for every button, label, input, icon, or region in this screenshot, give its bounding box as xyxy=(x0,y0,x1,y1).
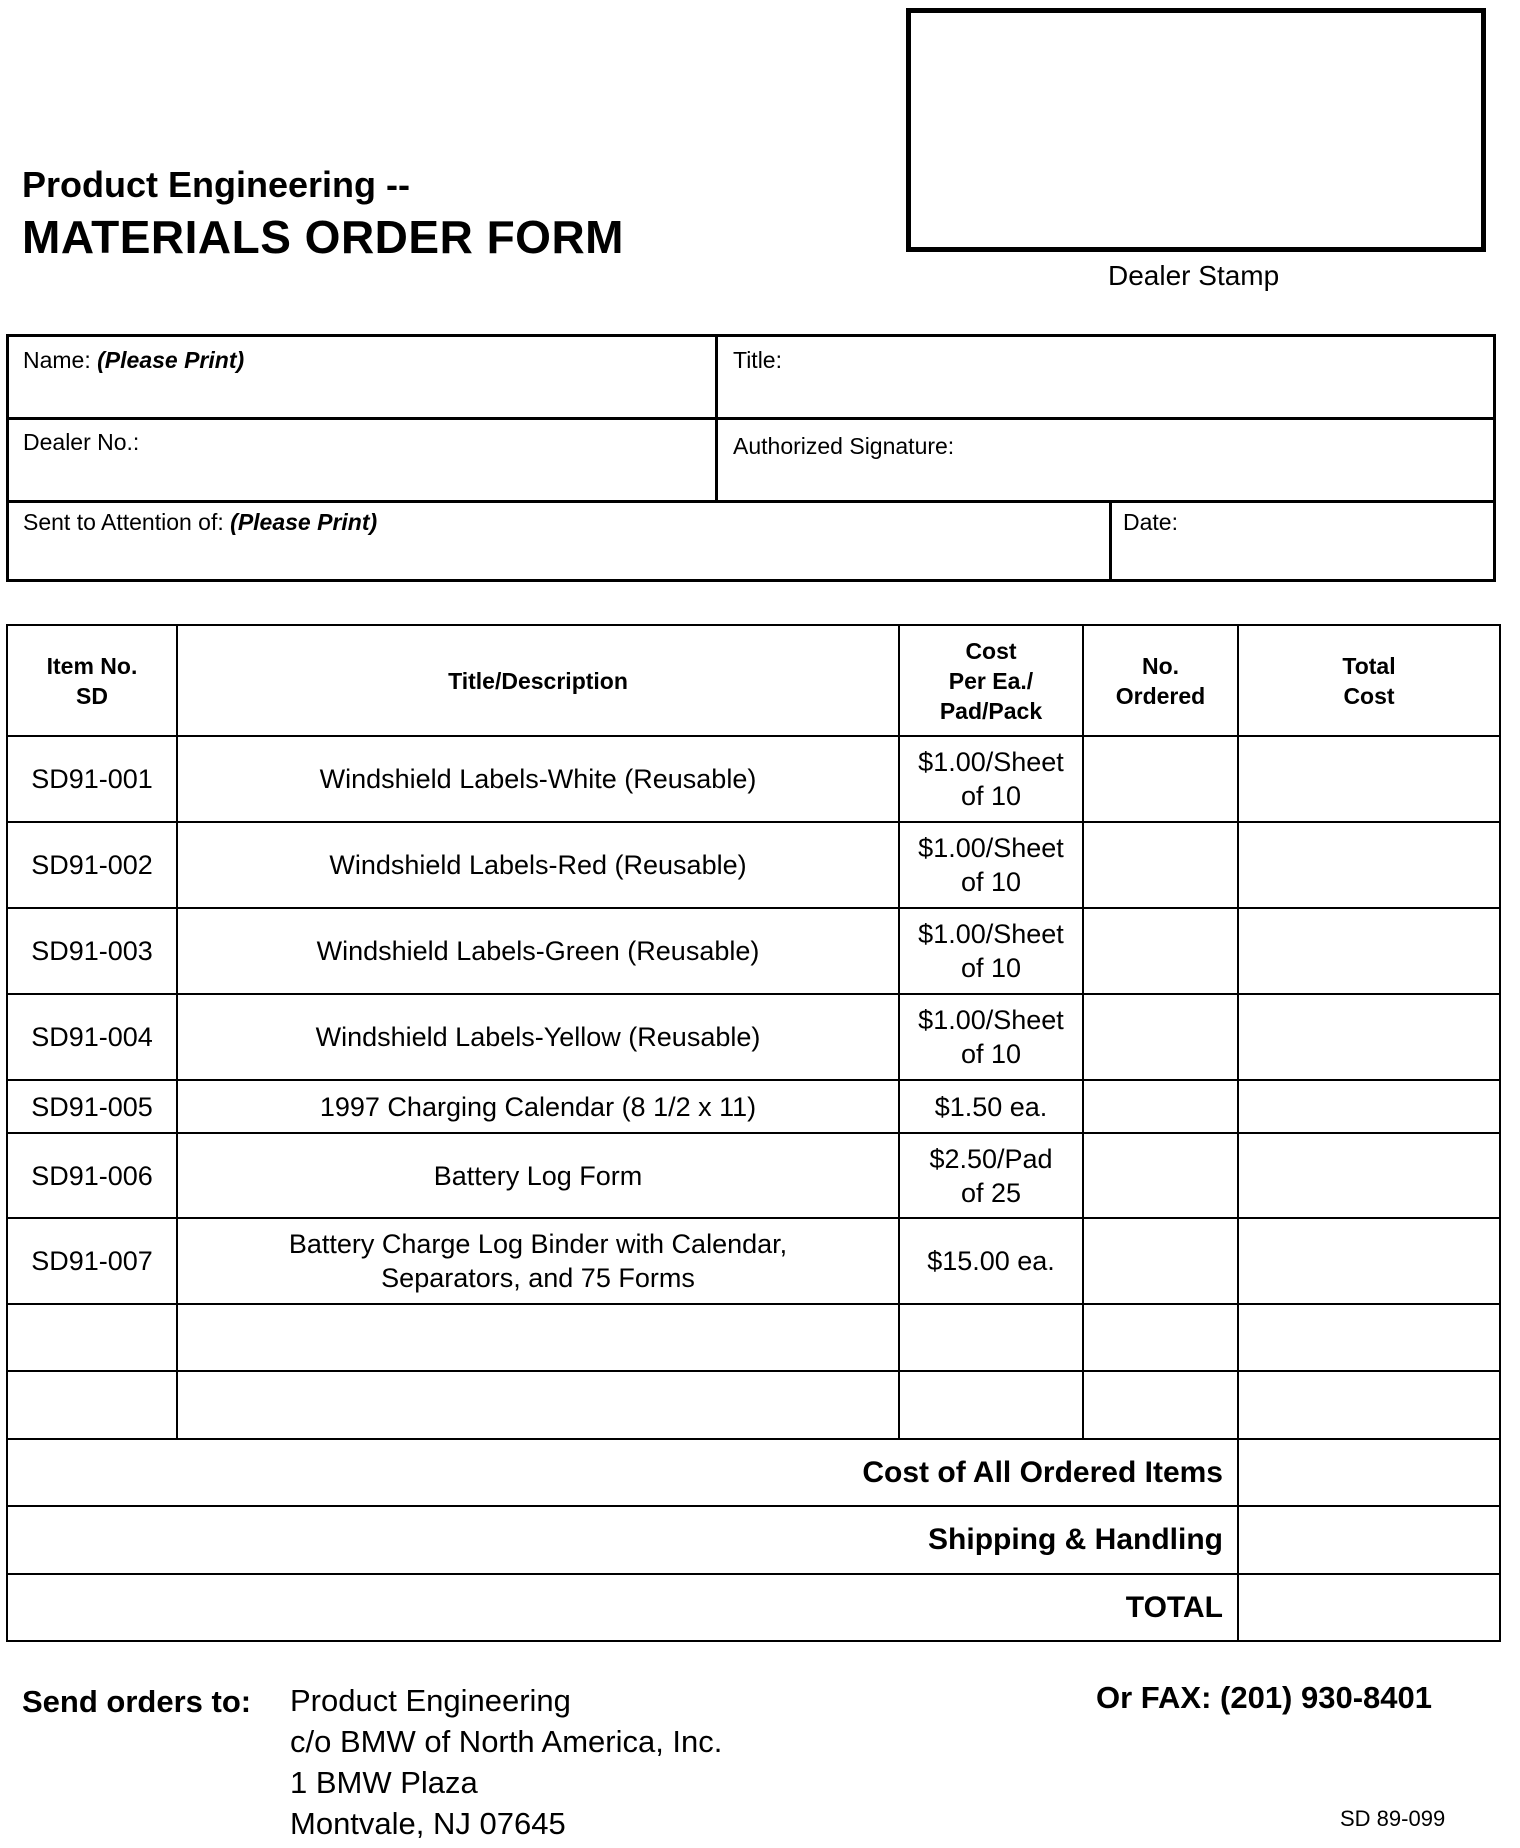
column-divider xyxy=(715,337,718,500)
header-item-no: Item No. SD xyxy=(7,625,177,736)
name-hint: (Please Print) xyxy=(97,347,245,373)
item-description: Windshield Labels-Red (Reusable) xyxy=(177,822,899,908)
total-cost-cell[interactable] xyxy=(1238,1371,1500,1439)
dealer-stamp-box xyxy=(906,8,1486,252)
cost-all-value-cell[interactable] xyxy=(1238,1439,1500,1506)
header-total-cost: Total Cost xyxy=(1238,625,1500,736)
blank-row xyxy=(7,1371,1500,1439)
column-divider xyxy=(1109,500,1112,582)
form-title: MATERIALS ORDER FORM xyxy=(22,211,625,263)
table-row xyxy=(7,1218,1500,1304)
shipping-label: Shipping & Handling xyxy=(7,1506,1238,1574)
item-no: SD91-002 xyxy=(7,822,177,908)
name-field[interactable] xyxy=(23,347,244,374)
header-title: Title/Description xyxy=(177,625,899,736)
table-row xyxy=(7,1080,1500,1133)
no-ordered-cell[interactable] xyxy=(1083,736,1238,822)
attention-field[interactable] xyxy=(23,509,377,536)
header-no-ordered: No. Ordered xyxy=(1083,625,1238,736)
item-cost: $15.00 ea. xyxy=(899,1218,1083,1304)
dealer-info-section xyxy=(6,334,1496,582)
total-cost-cell[interactable] xyxy=(1238,1133,1500,1218)
row-divider xyxy=(9,500,1493,503)
table-row xyxy=(7,994,1500,1080)
dealer-no-label: Dealer No.: xyxy=(23,429,140,455)
summary-row-total xyxy=(7,1574,1500,1641)
total-cost-cell[interactable] xyxy=(1238,994,1500,1080)
blank-cost-cell[interactable] xyxy=(899,1304,1083,1371)
blank-item-cell[interactable] xyxy=(7,1371,177,1439)
item-description: Windshield Labels-White (Reusable) xyxy=(177,736,899,822)
shipping-value-cell[interactable] xyxy=(1238,1506,1500,1574)
dealer-stamp-label: Dealer Stamp xyxy=(1108,260,1280,291)
total-cost-cell[interactable] xyxy=(1238,822,1500,908)
no-ordered-cell[interactable] xyxy=(1083,994,1238,1080)
order-table xyxy=(6,624,1501,1642)
mailing-address xyxy=(290,1680,722,1844)
total-value-cell[interactable] xyxy=(1238,1574,1500,1641)
blank-item-cell[interactable] xyxy=(7,1304,177,1371)
no-ordered-cell[interactable] xyxy=(1083,1304,1238,1371)
blank-cost-cell[interactable] xyxy=(899,1371,1083,1439)
signature-field[interactable] xyxy=(733,433,954,460)
item-cost: $1.00/Sheet of 10 xyxy=(899,736,1083,822)
item-no: SD91-003 xyxy=(7,908,177,994)
title-label: Title: xyxy=(733,347,782,373)
table-row xyxy=(7,1133,1500,1218)
item-description: Battery Charge Log Binder with Calendar, Separators, and 75 Forms xyxy=(177,1218,899,1304)
address-line: c/o BMW of North America, Inc. xyxy=(290,1724,723,1759)
total-cost-cell[interactable] xyxy=(1238,1218,1500,1304)
item-description: Windshield Labels-Yellow (Reusable) xyxy=(177,994,899,1080)
item-description: 1997 Charging Calendar (8 1/2 x 11) xyxy=(177,1080,899,1133)
form-subtitle: Product Engineering -- xyxy=(22,164,411,205)
signature-label: Authorized Signature: xyxy=(733,433,955,459)
item-cost: $2.50/Pad of 25 xyxy=(899,1133,1083,1218)
address-line: 1 BMW Plaza xyxy=(290,1765,478,1800)
header-cost: Cost Per Ea./ Pad/Pack xyxy=(899,625,1083,736)
date-label: Date: xyxy=(1123,509,1178,535)
dealer-no-field[interactable] xyxy=(23,429,139,456)
no-ordered-cell[interactable] xyxy=(1083,1218,1238,1304)
item-description: Windshield Labels-Green (Reusable) xyxy=(177,908,899,994)
summary-row-cost-all xyxy=(7,1439,1500,1506)
total-cost-cell[interactable] xyxy=(1238,736,1500,822)
table-header-row xyxy=(7,625,1500,736)
attention-hint: (Please Print) xyxy=(230,509,378,535)
item-cost: $1.00/Sheet of 10 xyxy=(899,908,1083,994)
title-field[interactable] xyxy=(733,347,782,374)
item-no: SD91-005 xyxy=(7,1080,177,1133)
total-cost-cell[interactable] xyxy=(1238,1304,1500,1371)
table-row xyxy=(7,736,1500,822)
item-description: Battery Log Form xyxy=(177,1133,899,1218)
item-no: SD91-001 xyxy=(7,736,177,822)
total-label: TOTAL xyxy=(7,1574,1238,1641)
table-row xyxy=(7,822,1500,908)
item-cost: $1.00/Sheet of 10 xyxy=(899,822,1083,908)
no-ordered-cell[interactable] xyxy=(1083,1133,1238,1218)
table-row xyxy=(7,908,1500,994)
form-code: SD 89-099 xyxy=(1340,1806,1446,1831)
total-cost-cell[interactable] xyxy=(1238,908,1500,994)
fax-number: Or FAX: (201) 930-8401 xyxy=(1096,1680,1433,1715)
summary-row-shipping xyxy=(7,1506,1500,1574)
blank-description-cell[interactable] xyxy=(177,1304,899,1371)
item-no: SD91-006 xyxy=(7,1133,177,1218)
name-label: Name: xyxy=(23,347,91,373)
attention-label: Sent to Attention of: xyxy=(23,509,224,535)
item-cost: $1.50 ea. xyxy=(899,1080,1083,1133)
address-line: Product Engineering xyxy=(290,1683,571,1718)
blank-description-cell[interactable] xyxy=(177,1371,899,1439)
send-orders-label: Send orders to: xyxy=(22,1684,252,1719)
no-ordered-cell[interactable] xyxy=(1083,1371,1238,1439)
cost-all-label: Cost of All Ordered Items xyxy=(7,1439,1238,1506)
row-divider xyxy=(9,417,1493,420)
address-line: Montvale, NJ 07645 xyxy=(290,1806,566,1841)
no-ordered-cell[interactable] xyxy=(1083,822,1238,908)
total-cost-cell[interactable] xyxy=(1238,1080,1500,1133)
item-no: SD91-007 xyxy=(7,1218,177,1304)
item-cost: $1.00/Sheet of 10 xyxy=(899,994,1083,1080)
no-ordered-cell[interactable] xyxy=(1083,908,1238,994)
item-no: SD91-004 xyxy=(7,994,177,1080)
blank-row xyxy=(7,1304,1500,1371)
date-field[interactable] xyxy=(1123,509,1178,536)
no-ordered-cell[interactable] xyxy=(1083,1080,1238,1133)
